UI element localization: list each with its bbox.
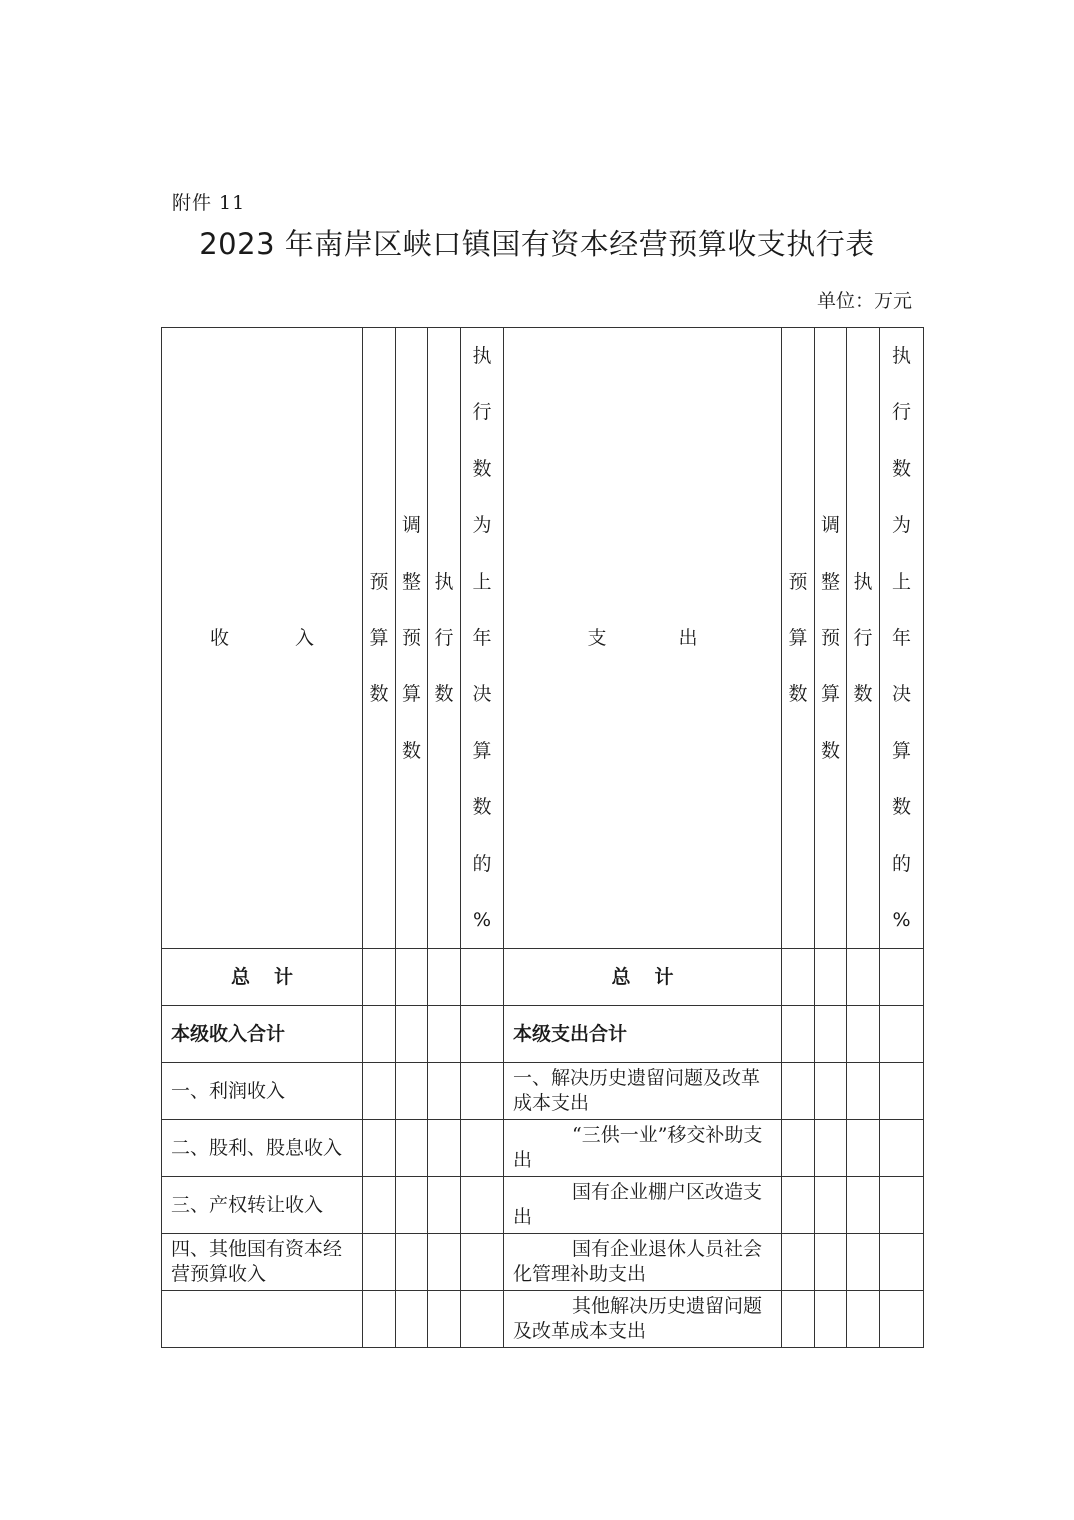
cell [880, 1177, 924, 1234]
cell [363, 1006, 396, 1063]
cell [396, 1120, 428, 1177]
budget-table [161, 327, 924, 1348]
cell [396, 949, 428, 1006]
cell [428, 949, 461, 1006]
income-item: 三、产权转让收入 [162, 1177, 363, 1234]
cell [815, 1177, 847, 1234]
header-adjusted-budget-income: 调 整 预 算 数 [396, 328, 428, 949]
cell [847, 1234, 880, 1291]
attachment-label: 附件 11 [172, 192, 246, 214]
cell [847, 1177, 880, 1234]
cell [847, 949, 880, 1006]
cell [880, 1291, 924, 1348]
cell [847, 1120, 880, 1177]
cell [428, 1063, 461, 1120]
cell [880, 1006, 924, 1063]
cell [363, 949, 396, 1006]
cell [815, 949, 847, 1006]
cell [880, 1234, 924, 1291]
cell [782, 1234, 815, 1291]
table-row [162, 1063, 924, 1120]
level-income-label: 本级收入合计 [162, 1006, 363, 1063]
cell [363, 1120, 396, 1177]
cell [782, 1063, 815, 1120]
cell [880, 1120, 924, 1177]
header-executed-expense: 执 行 数 [847, 328, 880, 949]
cell [363, 1177, 396, 1234]
cell [461, 1120, 504, 1177]
table-row [162, 1120, 924, 1177]
cell [396, 1177, 428, 1234]
expense-item: 国有企业退休人员社会化管理补助支出 [504, 1234, 782, 1291]
cell [782, 1291, 815, 1348]
unit-label: 单位：万元 [816, 290, 912, 312]
cell [815, 1120, 847, 1177]
expense-item: 一、解决历史遗留问题及改革成本支出 [504, 1063, 782, 1120]
header-exec-pct-expense: 执 行 数 为 上 年 决 算 数 的 % [880, 328, 924, 949]
cell [428, 1177, 461, 1234]
header-executed-income: 执 行 数 [428, 328, 461, 949]
cell [782, 949, 815, 1006]
page-title: 2023 年南岸区峡口镇国有资本经营预算收支执行表 [199, 227, 875, 261]
income-item: 一、利润收入 [162, 1063, 363, 1120]
header-income: 收 入 [162, 328, 363, 949]
cell [428, 1234, 461, 1291]
level-total-row [162, 1006, 924, 1063]
cell [461, 1177, 504, 1234]
cell [396, 1063, 428, 1120]
cell [428, 1120, 461, 1177]
cell [428, 1006, 461, 1063]
expense-item: “三供一业”移交补助支出 [504, 1120, 782, 1177]
cell [815, 1063, 847, 1120]
cell [461, 949, 504, 1006]
table-row [162, 1291, 924, 1348]
cell [782, 1006, 815, 1063]
cell [880, 949, 924, 1006]
level-expense-label: 本级支出合计 [504, 1006, 782, 1063]
cell [461, 1063, 504, 1120]
header-expense: 支 出 [504, 328, 782, 949]
cell [847, 1291, 880, 1348]
total-income-label: 总 计 [162, 949, 363, 1006]
cell [461, 1006, 504, 1063]
cell [815, 1291, 847, 1348]
header-budget-expense: 预 算 数 [782, 328, 815, 949]
total-expense-label: 总 计 [504, 949, 782, 1006]
cell [363, 1291, 396, 1348]
cell [461, 1234, 504, 1291]
cell [363, 1234, 396, 1291]
income-item [162, 1291, 363, 1348]
header-exec-pct-income: 执 行 数 为 上 年 决 算 数 的 % [461, 328, 504, 949]
income-item: 四、其他国有资本经营预算收入 [162, 1234, 363, 1291]
total-row [162, 949, 924, 1006]
cell [396, 1234, 428, 1291]
header-row [162, 328, 924, 949]
cell [880, 1063, 924, 1120]
header-adjusted-budget-expense: 调 整 预 算 数 [815, 328, 847, 949]
table-row [162, 1177, 924, 1234]
cell [396, 1006, 428, 1063]
income-item: 二、股利、股息收入 [162, 1120, 363, 1177]
cell [428, 1291, 461, 1348]
cell [815, 1234, 847, 1291]
expense-item: 其他解决历史遗留问题及改革成本支出 [504, 1291, 782, 1348]
cell [782, 1120, 815, 1177]
expense-item: 国有企业棚户区改造支出 [504, 1177, 782, 1234]
cell [847, 1063, 880, 1120]
cell [847, 1006, 880, 1063]
cell [461, 1291, 504, 1348]
table-row [162, 1234, 924, 1291]
header-budget-income: 预 算 数 [363, 328, 396, 949]
cell [782, 1177, 815, 1234]
cell [815, 1006, 847, 1063]
cell [363, 1063, 396, 1120]
cell [396, 1291, 428, 1348]
